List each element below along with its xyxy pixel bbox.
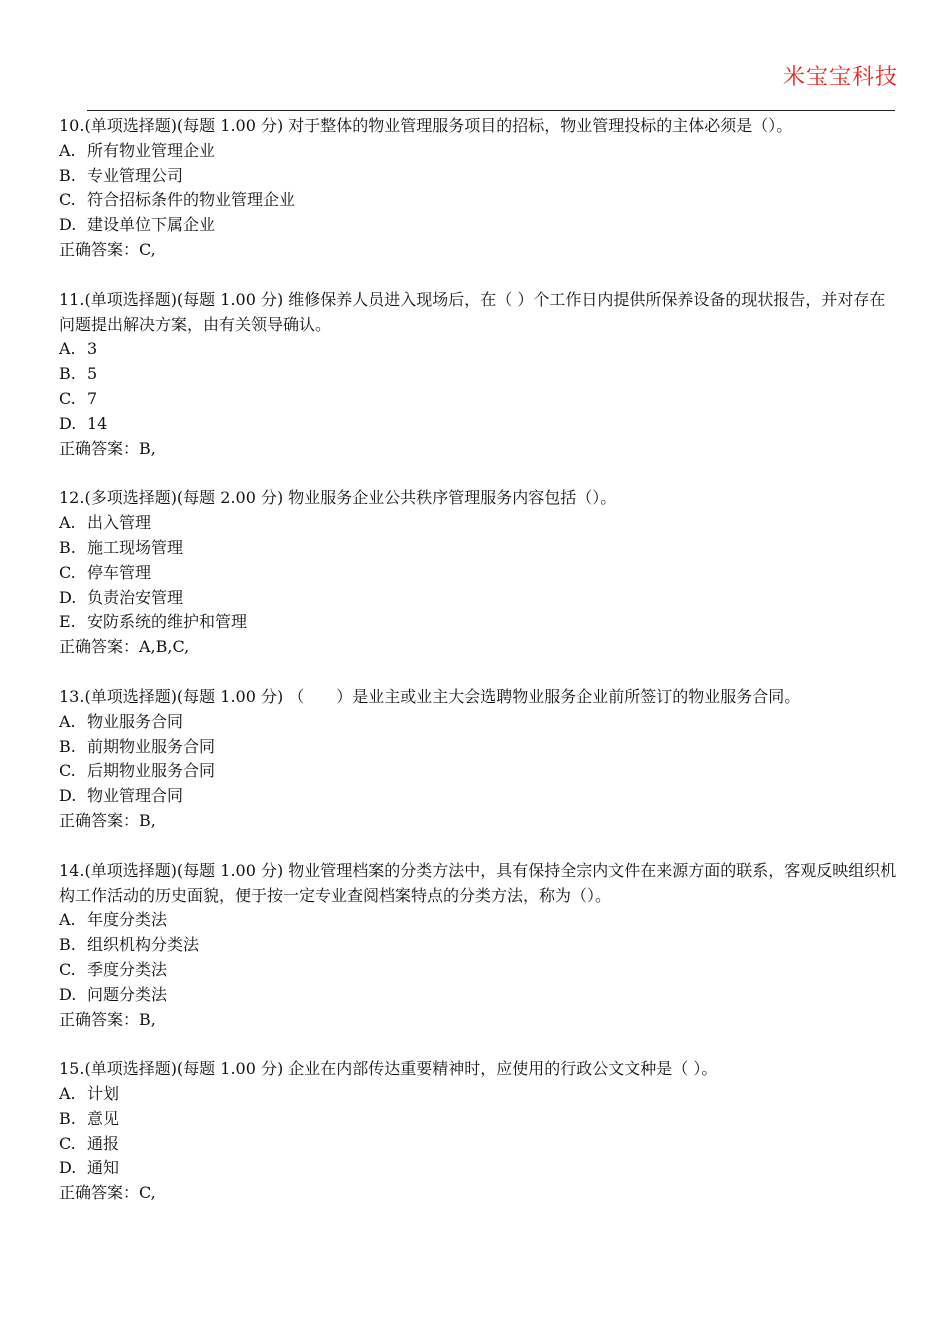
option-letter: B. (59, 537, 76, 557)
option-letter: D. (59, 587, 77, 607)
option-text: 计划 (87, 1084, 120, 1104)
option-d (59, 784, 897, 809)
option-letter: B. (59, 736, 76, 756)
option-a (59, 511, 897, 536)
question-stem: 14.(单项选择题)(每题 1.00 分) 物业管理档案的分类方法中，具有保持全宗内文件在来源方面的联系，客观反映组织机构工作活动的历史面貌，便于按一定专业查阅档案特点的分类方法，称为（）。 (59, 860, 897, 905)
question-14 (59, 859, 897, 1033)
option-c (59, 188, 897, 213)
option-c (59, 759, 897, 784)
option-letter: D. (59, 413, 77, 433)
option-c (59, 958, 897, 983)
option-d (59, 213, 897, 238)
option-a (59, 139, 897, 164)
option-c (59, 561, 897, 586)
option-letter: B. (59, 364, 76, 384)
option-letter: C. (59, 190, 76, 210)
option-text: 通报 (87, 1133, 120, 1153)
correct-answer: 正确答案：C, (59, 239, 156, 259)
question-13 (59, 685, 897, 834)
option-letter: C. (59, 562, 76, 582)
question-stem: 11.(单项选择题)(每题 1.00 分) 维修保养人员进入现场后，在（ ）个工作日内提供所保养设备的现状报告，并对存在问题提出解决方案，由有关领导确认。 (59, 289, 886, 334)
correct-answer: 正确答案：A,B,C, (59, 637, 190, 657)
option-text: 物业服务合同 (87, 711, 184, 731)
option-text: 通知 (87, 1158, 120, 1178)
option-a (59, 1082, 897, 1107)
option-text: 季度分类法 (87, 959, 168, 979)
correct-answer: 正确答案：B, (59, 810, 156, 830)
option-letter: D. (59, 1158, 77, 1178)
option-text: 建设单位下属企业 (87, 215, 216, 235)
option-text: 安防系统的维护和管理 (87, 612, 248, 632)
option-b (59, 362, 897, 387)
option-letter: B. (59, 165, 76, 185)
option-b (59, 933, 897, 958)
option-letter: C. (59, 1133, 76, 1153)
option-letter: C. (59, 959, 76, 979)
option-text: 组织机构分类法 (87, 935, 200, 955)
option-b (59, 164, 897, 189)
option-b (59, 735, 897, 760)
option-text: 意见 (87, 1108, 120, 1128)
option-c (59, 387, 897, 412)
option-letter: D. (59, 984, 77, 1004)
option-letter: A. (59, 910, 76, 930)
question-12 (59, 486, 897, 660)
option-text: 年度分类法 (87, 910, 168, 930)
option-d (59, 1156, 897, 1181)
option-c (59, 1132, 897, 1157)
option-letter: A. (59, 513, 76, 533)
option-letter: C. (59, 388, 76, 408)
option-letter: C. (59, 761, 76, 781)
correct-answer: 正确答案：B, (59, 438, 156, 458)
question-list (59, 114, 897, 1231)
option-d (59, 412, 897, 437)
option-d (59, 586, 897, 611)
option-a (59, 337, 897, 362)
question-stem: 10.(单项选择题)(每题 1.00 分) 对于整体的物业管理服务项目的招标，物业管理投标的主体必须是（）。 (59, 116, 793, 135)
correct-answer: 正确答案：B, (59, 1009, 156, 1029)
option-text: 前期物业服务合同 (87, 736, 216, 756)
option-letter: B. (59, 1108, 76, 1128)
correct-answer: 正确答案：C, (59, 1183, 156, 1203)
question-stem: 15.(单项选择题)(每题 1.00 分) 企业在内部传达重要精神时，应使用的行政公文文种是（ ）。 (59, 1059, 718, 1079)
question-stem: 12.(多项选择题)(每题 2.00 分) 物业服务企业公共秩序管理服务内容包括（）。 (59, 488, 617, 508)
option-text: 后期物业服务合同 (87, 761, 216, 781)
option-b (59, 1107, 897, 1132)
option-text: 14 (87, 413, 108, 433)
option-text: 物业管理合同 (87, 786, 184, 806)
option-text: 问题分类法 (87, 984, 168, 1004)
option-letter: A. (59, 711, 76, 731)
option-text: 7 (87, 388, 98, 408)
question-11 (59, 288, 897, 462)
option-a (59, 710, 897, 735)
option-letter: D. (59, 215, 77, 235)
question-stem: 13.(单项选择题)(每题 1.00 分) （ ）是业主或业主大会选聘物业服务企业前所签订的物业服务合同。 (59, 686, 801, 706)
option-b (59, 536, 897, 561)
question-10 (59, 114, 897, 263)
option-text: 出入管理 (87, 513, 152, 533)
option-letter: A. (59, 339, 76, 359)
option-letter: B. (59, 935, 76, 955)
header-divider (87, 110, 895, 111)
option-letter: A. (59, 1084, 76, 1104)
question-15 (59, 1057, 897, 1206)
option-text: 所有物业管理企业 (87, 140, 216, 160)
option-a (59, 908, 897, 933)
option-d (59, 983, 897, 1008)
option-text: 符合招标条件的物业管理企业 (87, 190, 296, 210)
option-text: 专业管理公司 (87, 165, 184, 185)
option-text: 施工现场管理 (87, 537, 184, 557)
option-text: 3 (87, 339, 98, 359)
option-letter: A. (59, 140, 76, 160)
option-text: 停车管理 (87, 562, 152, 582)
option-letter: D. (59, 786, 77, 806)
option-e (59, 610, 897, 635)
option-letter: E. (59, 612, 76, 632)
brand-name: 米宝宝科技 (782, 65, 898, 90)
option-text: 负责治安管理 (87, 587, 184, 607)
option-text: 5 (87, 364, 98, 384)
